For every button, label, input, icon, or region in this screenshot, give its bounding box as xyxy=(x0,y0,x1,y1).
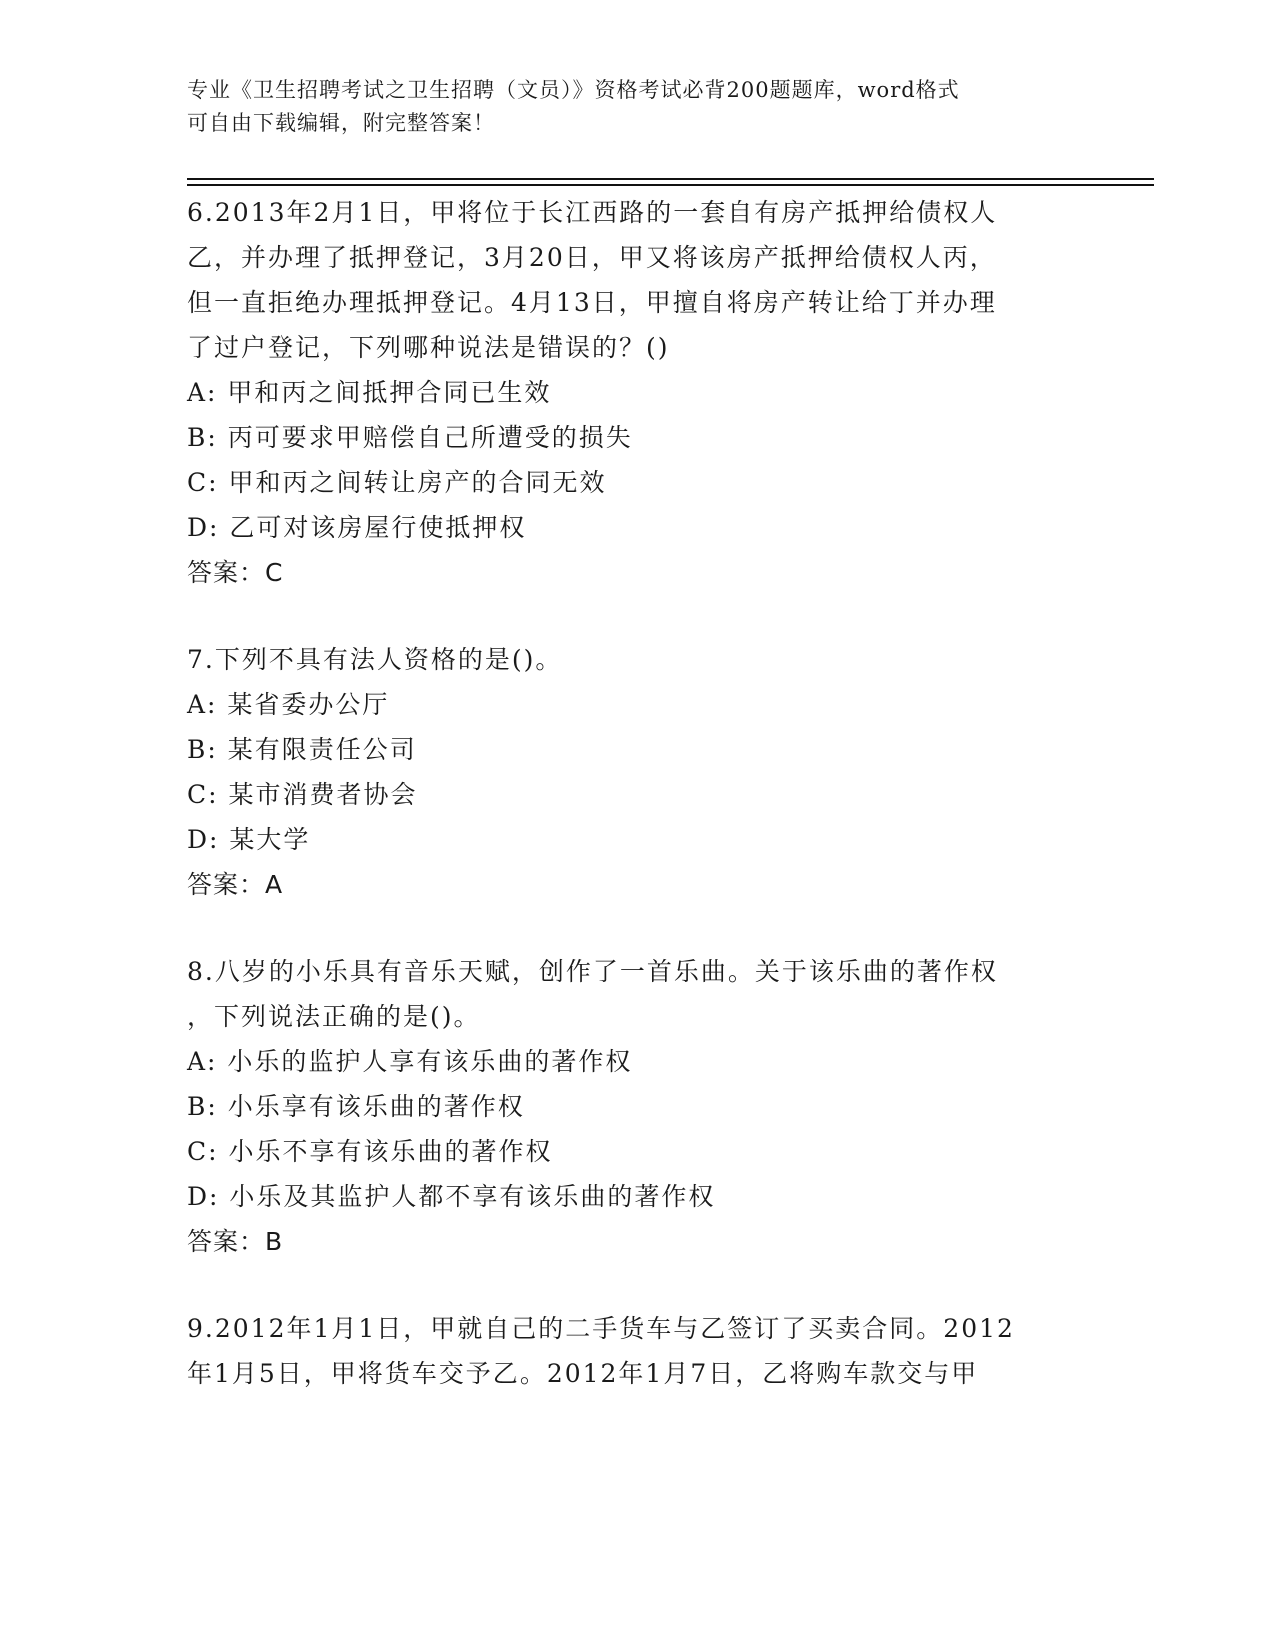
question-list xyxy=(187,190,1087,1438)
option-c: C: 某市消费者协会 xyxy=(187,780,418,809)
question-text-line: 8.八岁的小乐具有音乐天赋，创作了一首乐曲。关于该乐曲的著作权 xyxy=(187,957,998,986)
question-8 xyxy=(187,949,1087,1264)
header-rule-top xyxy=(187,178,1154,180)
question-6 xyxy=(187,190,1087,595)
question-9 xyxy=(187,1306,1087,1396)
answer: 答案：A xyxy=(187,870,284,899)
option-a: A: 某省委办公厅 xyxy=(187,690,390,719)
document-header xyxy=(187,74,1067,140)
question-text-line: 了过户登记，下列哪种说法是错误的？() xyxy=(187,333,670,362)
option-d: D: 小乐及其监护人都不享有该乐曲的著作权 xyxy=(187,1182,716,1211)
option-a: A: 小乐的监护人享有该乐曲的著作权 xyxy=(187,1047,633,1076)
answer: 答案：B xyxy=(187,1227,284,1256)
answer: 答案：C xyxy=(187,558,284,587)
option-d: D: 某大学 xyxy=(187,825,311,854)
header-rule-bottom xyxy=(187,184,1154,186)
option-b: B: 小乐享有该乐曲的著作权 xyxy=(187,1092,525,1121)
question-text-line: 6.2013年2月1日，甲将位于长江西路的一套自有房产抵押给债权人 xyxy=(187,198,998,227)
question-text-line: 7.下列不具有法人资格的是()。 xyxy=(187,645,563,674)
question-text-line: 9.2012年1月1日，甲就自己的二手货车与乙签订了买卖合同。2012 xyxy=(187,1314,1015,1343)
header-line-1: 专业《卫生招聘考试之卫生招聘（文员）》资格考试必背200题题库，word格式 xyxy=(187,78,960,102)
header-line-2: 可自由下载编辑，附完整答案！ xyxy=(187,111,495,135)
option-b: B: 某有限责任公司 xyxy=(187,735,417,764)
question-text-line: 但一直拒绝办理抵押登记。4月13日，甲擅自将房产转让给丁并办理 xyxy=(187,288,997,317)
question-text-line: 乙，并办理了抵押登记，3月20日，甲又将该房产抵押给债权人丙， xyxy=(187,243,997,272)
option-c: C: 甲和丙之间转让房产的合同无效 xyxy=(187,468,607,497)
option-b: B: 丙可要求甲赔偿自己所遭受的损失 xyxy=(187,423,633,452)
question-text-line: ，下列说法正确的是()。 xyxy=(187,1002,481,1031)
option-d: D: 乙可对该房屋行使抵押权 xyxy=(187,513,527,542)
question-text-line: 年1月5日，甲将货车交予乙。2012年1月7日，乙将购车款交与甲 xyxy=(187,1359,979,1388)
question-7 xyxy=(187,637,1087,907)
option-a: A: 甲和丙之间抵押合同已生效 xyxy=(187,378,552,407)
option-c: C: 小乐不享有该乐曲的著作权 xyxy=(187,1137,553,1166)
